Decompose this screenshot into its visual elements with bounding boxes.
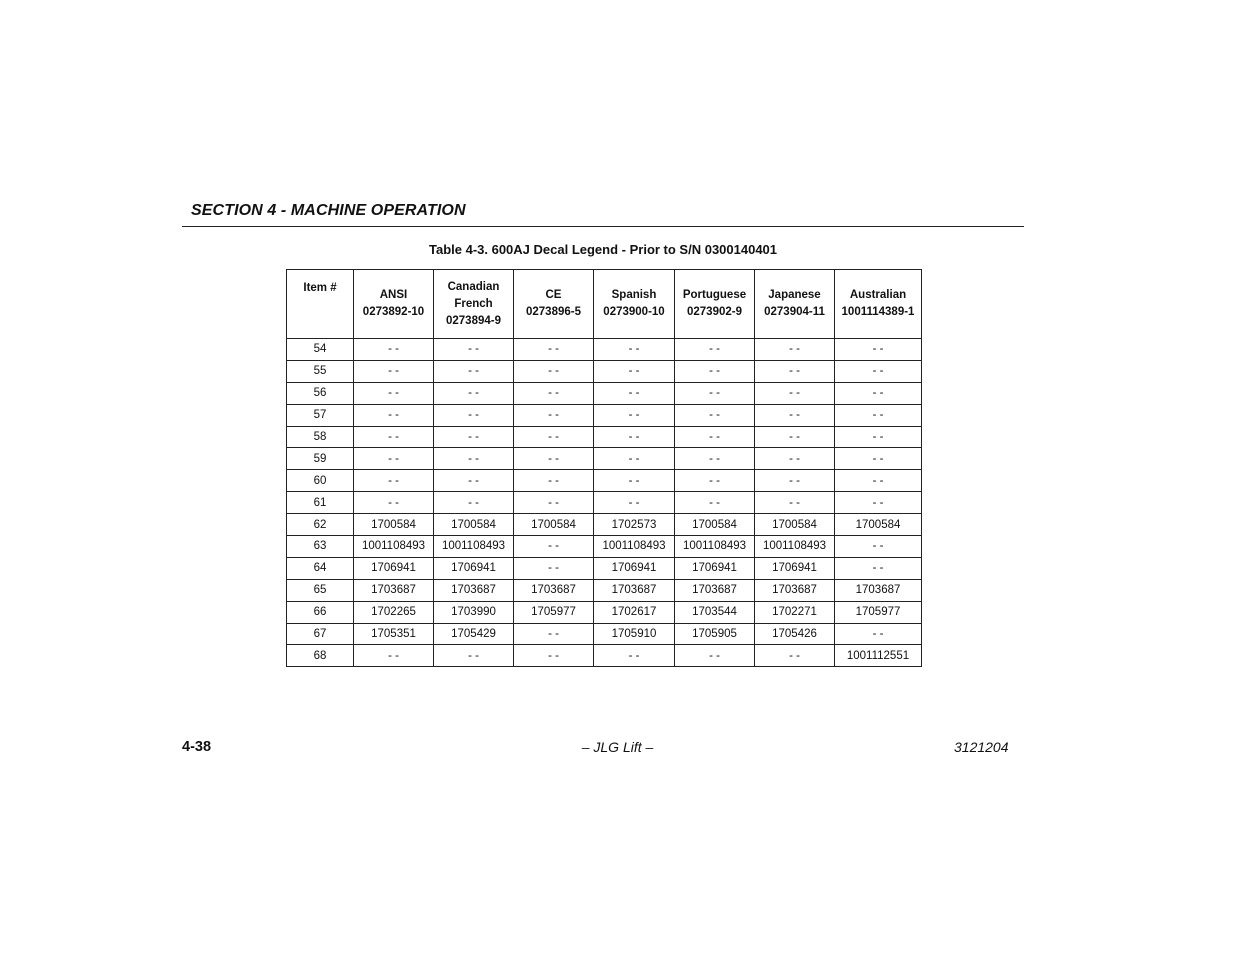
decal-part-number-cell: - - [514,492,594,514]
decal-part-number-cell: 1706941 [594,557,675,579]
decal-part-number-cell: - - [835,492,922,514]
decal-part-number-cell: - - [755,404,835,426]
decal-part-number-cell: 1706941 [434,557,514,579]
column-header-line: 0273900-10 [603,306,665,318]
table-row [287,426,922,448]
decal-part-number-cell: 1702271 [755,601,835,623]
page-number: 4-38 [182,739,212,755]
item-number-cell: 63 [287,536,354,558]
decal-legend-table [286,269,922,667]
decal-part-number-cell: - - [594,360,675,382]
decal-part-number-cell: - - [434,645,514,667]
column-header-line: 0273904-11 [764,306,825,318]
decal-part-number-cell: - - [514,536,594,558]
decal-part-number-cell: - - [675,492,755,514]
item-number-cell: 65 [287,579,354,601]
item-number-cell: 55 [287,360,354,382]
column-header-ce [514,270,594,339]
table-row [287,470,922,492]
decal-part-number-cell: - - [434,448,514,470]
decal-part-number-cell: - - [835,426,922,448]
item-number-cell: 57 [287,404,354,426]
decal-part-number-cell: 1001108493 [354,536,434,558]
decal-part-number-cell: - - [675,404,755,426]
column-header-line: ANSI [379,289,408,301]
table-row [287,448,922,470]
decal-part-number-cell: - - [594,339,675,361]
decal-part-number-cell: 1705910 [594,623,675,645]
decal-part-number-cell: - - [434,360,514,382]
decal-part-number-cell: - - [354,360,434,382]
decal-part-number-cell: - - [835,470,922,492]
decal-part-number-cell: - - [594,645,675,667]
decal-part-number-cell: 1700584 [835,514,922,536]
decal-part-number-cell: - - [835,448,922,470]
table-body [287,339,922,667]
decal-part-number-cell: 1700584 [755,514,835,536]
decal-part-number-cell: - - [755,339,835,361]
decal-part-number-cell: 1703687 [835,579,922,601]
decal-part-number-cell: 1001108493 [675,536,755,558]
decal-part-number-cell: 1700584 [434,514,514,536]
decal-part-number-cell: - - [514,404,594,426]
table-row [287,557,922,579]
decal-part-number-cell: - - [594,470,675,492]
item-number-cell: 59 [287,448,354,470]
item-number-cell: 56 [287,382,354,404]
decal-part-number-cell: - - [514,557,594,579]
decal-part-number-cell: - - [354,492,434,514]
table-row [287,536,922,558]
decal-part-number-cell: - - [514,426,594,448]
decal-part-number-cell: 1001108493 [594,536,675,558]
decal-part-number-cell: - - [675,382,755,404]
decal-part-number-cell: 1001112551 [835,645,922,667]
decal-part-number-cell: - - [594,492,675,514]
decal-part-number-cell: 1705977 [835,601,922,623]
item-number-cell: 66 [287,601,354,623]
column-header-ansi [354,270,434,339]
column-header-japanese [755,270,835,339]
table-row [287,579,922,601]
decal-part-number-cell: - - [514,382,594,404]
table-row [287,514,922,536]
decal-part-number-cell: - - [594,448,675,470]
header-rule [182,226,1024,227]
decal-part-number-cell: - - [755,470,835,492]
decal-part-number-cell: - - [354,448,434,470]
decal-part-number-cell: - - [594,404,675,426]
decal-part-number-cell: 1702265 [354,601,434,623]
decal-part-number-cell: 1703687 [675,579,755,601]
column-header-line: 0273894-9 [446,314,501,327]
item-number-cell: 62 [287,514,354,536]
decal-part-number-cell: - - [354,382,434,404]
section-title: SECTION 4 - MACHINE OPERATION [191,202,466,219]
decal-part-number-cell: 1703990 [434,601,514,623]
decal-part-number-cell: 1706941 [755,557,835,579]
footer-publisher: – JLG Lift – [581,739,654,755]
column-header-line: French [454,297,493,310]
decal-part-number-cell: - - [675,470,755,492]
decal-part-number-cell: 1706941 [675,557,755,579]
decal-part-number-cell: 1703687 [755,579,835,601]
decal-part-number-cell: - - [755,448,835,470]
decal-part-number-cell: - - [594,426,675,448]
decal-part-number-cell: - - [514,645,594,667]
table-row [287,404,922,426]
decal-part-number-cell: 1705426 [755,623,835,645]
decal-part-number-cell: - - [835,623,922,645]
column-header-portuguese [675,270,755,339]
decal-part-number-cell: 1702617 [594,601,675,623]
decal-part-number-cell: - - [514,623,594,645]
decal-part-number-cell: - - [514,470,594,492]
decal-part-number-cell: 1700584 [514,514,594,536]
decal-part-number-cell: 1703687 [434,579,514,601]
table-row [287,382,922,404]
decal-part-number-cell: - - [755,645,835,667]
column-header-line: 1001114389-1 [841,306,915,318]
decal-part-number-cell: 1705351 [354,623,434,645]
item-number-cell: 68 [287,645,354,667]
item-number-cell: 61 [287,492,354,514]
item-number-cell: 58 [287,426,354,448]
decal-part-number-cell: - - [835,557,922,579]
decal-part-number-cell: 1703687 [354,579,434,601]
decal-part-number-cell: - - [354,426,434,448]
decal-part-number-cell: - - [514,339,594,361]
decal-part-number-cell: - - [354,339,434,361]
column-header-line: Japanese [768,289,821,301]
decal-part-number-cell: - - [755,492,835,514]
column-header-line: Spanish [611,289,657,301]
decal-part-number-cell: 1706941 [354,557,434,579]
decal-part-number-cell: - - [514,360,594,382]
column-header-australian [835,270,922,339]
column-header-canadian-french [434,270,514,339]
column-header-spanish [594,270,675,339]
decal-part-number-cell: 1703687 [594,579,675,601]
column-header-line: Item # [303,282,337,294]
column-header-line: Portuguese [682,289,747,301]
item-number-cell: 60 [287,470,354,492]
decal-part-number-cell: - - [434,339,514,361]
column-header-line: CE [545,289,562,301]
decal-part-number-cell: - - [835,360,922,382]
decal-part-number-cell: 1001108493 [755,536,835,558]
table-row [287,601,922,623]
decal-part-number-cell: - - [675,645,755,667]
decal-part-number-cell: 1001108493 [434,536,514,558]
decal-part-number-cell: - - [434,426,514,448]
decal-part-number-cell: - - [354,470,434,492]
decal-part-number-cell: - - [675,426,755,448]
item-number-cell: 54 [287,339,354,361]
decal-part-number-cell: - - [675,360,755,382]
decal-part-number-cell: - - [354,404,434,426]
table-row [287,492,922,514]
decal-part-number-cell: - - [354,645,434,667]
decal-part-number-cell: - - [434,382,514,404]
column-header-item [287,270,354,339]
decal-part-number-cell: - - [755,360,835,382]
table-caption: Table 4-3. 600AJ Decal Legend - Prior to S/N 0300140401 [428,242,778,257]
table-row [287,339,922,361]
decal-part-number-cell: - - [434,492,514,514]
decal-part-number-cell: 1705429 [434,623,514,645]
decal-part-number-cell: - - [434,470,514,492]
decal-part-number-cell: 1700584 [675,514,755,536]
decal-part-number-cell: - - [755,382,835,404]
decal-part-number-cell: 1705905 [675,623,755,645]
decal-part-number-cell: - - [675,448,755,470]
decal-part-number-cell: 1702573 [594,514,675,536]
decal-part-number-cell: 1705977 [514,601,594,623]
column-header-line: 0273896-5 [526,306,581,318]
column-header-line: 0273902-9 [687,306,742,318]
item-number-cell: 64 [287,557,354,579]
column-header-line: Canadian [447,280,500,293]
decal-part-number-cell: - - [514,448,594,470]
column-header-line: Australian [849,289,907,301]
decal-part-number-cell: - - [675,339,755,361]
decal-part-number-cell: 1700584 [354,514,434,536]
table-row [287,360,922,382]
item-number-cell: 67 [287,623,354,645]
decal-part-number-cell: - - [835,339,922,361]
decal-part-number-cell: - - [434,404,514,426]
decal-part-number-cell: - - [835,536,922,558]
table-row [287,623,922,645]
decal-part-number-cell: - - [594,382,675,404]
decal-part-number-cell: - - [835,404,922,426]
document-number: 3121204 [954,739,1009,755]
decal-part-number-cell: - - [755,426,835,448]
column-header-line: 0273892-10 [362,306,425,318]
decal-part-number-cell: 1703687 [514,579,594,601]
decal-part-number-cell: 1703544 [675,601,755,623]
table-header-row [287,270,922,339]
decal-part-number-cell: - - [835,382,922,404]
table-row [287,645,922,667]
